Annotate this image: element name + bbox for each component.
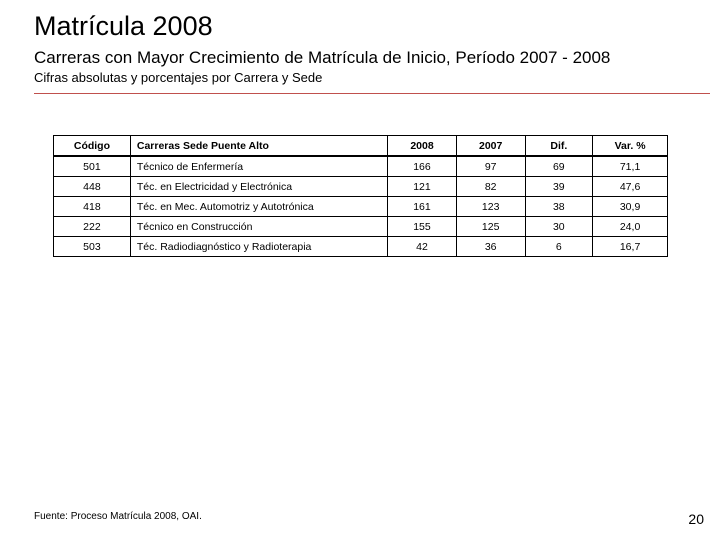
header-codigo: Código <box>54 136 131 157</box>
cell-carrera: Técnico de Enfermería <box>130 156 387 177</box>
slide-description: Cifras absolutas y porcentajes por Carrera y Sede <box>34 70 323 85</box>
slide-title: Matrícula 2008 <box>34 11 213 41</box>
cell-dif: 38 <box>525 197 593 217</box>
cell-2007: 125 <box>456 217 525 237</box>
cell-2007: 82 <box>456 177 525 197</box>
cell-dif: 39 <box>525 177 593 197</box>
cell-codigo: 503 <box>54 237 131 257</box>
cell-2007: 97 <box>456 156 525 177</box>
page-number: 20 <box>688 511 704 527</box>
cell-2008: 121 <box>388 177 457 197</box>
cell-codigo: 222 <box>54 217 131 237</box>
enrollment-table <box>53 135 668 257</box>
table-row <box>54 156 668 177</box>
title-divider <box>34 93 710 94</box>
cell-2007: 36 <box>456 237 525 257</box>
cell-dif: 69 <box>525 156 593 177</box>
cell-carrera: Técnico en Construcción <box>130 217 387 237</box>
cell-carrera: Téc. en Electricidad y Electrónica <box>130 177 387 197</box>
cell-codigo: 448 <box>54 177 131 197</box>
header-var: Var. % <box>593 136 668 157</box>
table-row <box>54 237 668 257</box>
cell-var: 71,1 <box>593 156 668 177</box>
table-row <box>54 217 668 237</box>
table-row <box>54 177 668 197</box>
cell-var: 16,7 <box>593 237 668 257</box>
source-note: Fuente: Proceso Matrícula 2008, OAI. <box>34 511 202 522</box>
cell-2008: 161 <box>388 197 457 217</box>
cell-2008: 155 <box>388 217 457 237</box>
header-2007: 2007 <box>456 136 525 157</box>
cell-dif: 30 <box>525 217 593 237</box>
cell-var: 30,9 <box>593 197 668 217</box>
slide-subtitle: Carreras con Mayor Crecimiento de Matrícula de Inicio, Período 2007 - 2008 <box>34 48 611 67</box>
header-carrera: Carreras Sede Puente Alto <box>130 136 387 157</box>
cell-carrera: Téc. en Mec. Automotriz y Autotrónica <box>130 197 387 217</box>
cell-codigo: 501 <box>54 156 131 177</box>
header-2008: 2008 <box>388 136 457 157</box>
cell-codigo: 418 <box>54 197 131 217</box>
table-row <box>54 197 668 217</box>
cell-2008: 42 <box>388 237 457 257</box>
table-header-row <box>54 136 668 157</box>
cell-2007: 123 <box>456 197 525 217</box>
cell-2008: 166 <box>388 156 457 177</box>
header-dif: Dif. <box>525 136 593 157</box>
cell-dif: 6 <box>525 237 593 257</box>
cell-carrera: Téc. Radiodiagnóstico y Radioterapia <box>130 237 387 257</box>
cell-var: 47,6 <box>593 177 668 197</box>
cell-var: 24,0 <box>593 217 668 237</box>
